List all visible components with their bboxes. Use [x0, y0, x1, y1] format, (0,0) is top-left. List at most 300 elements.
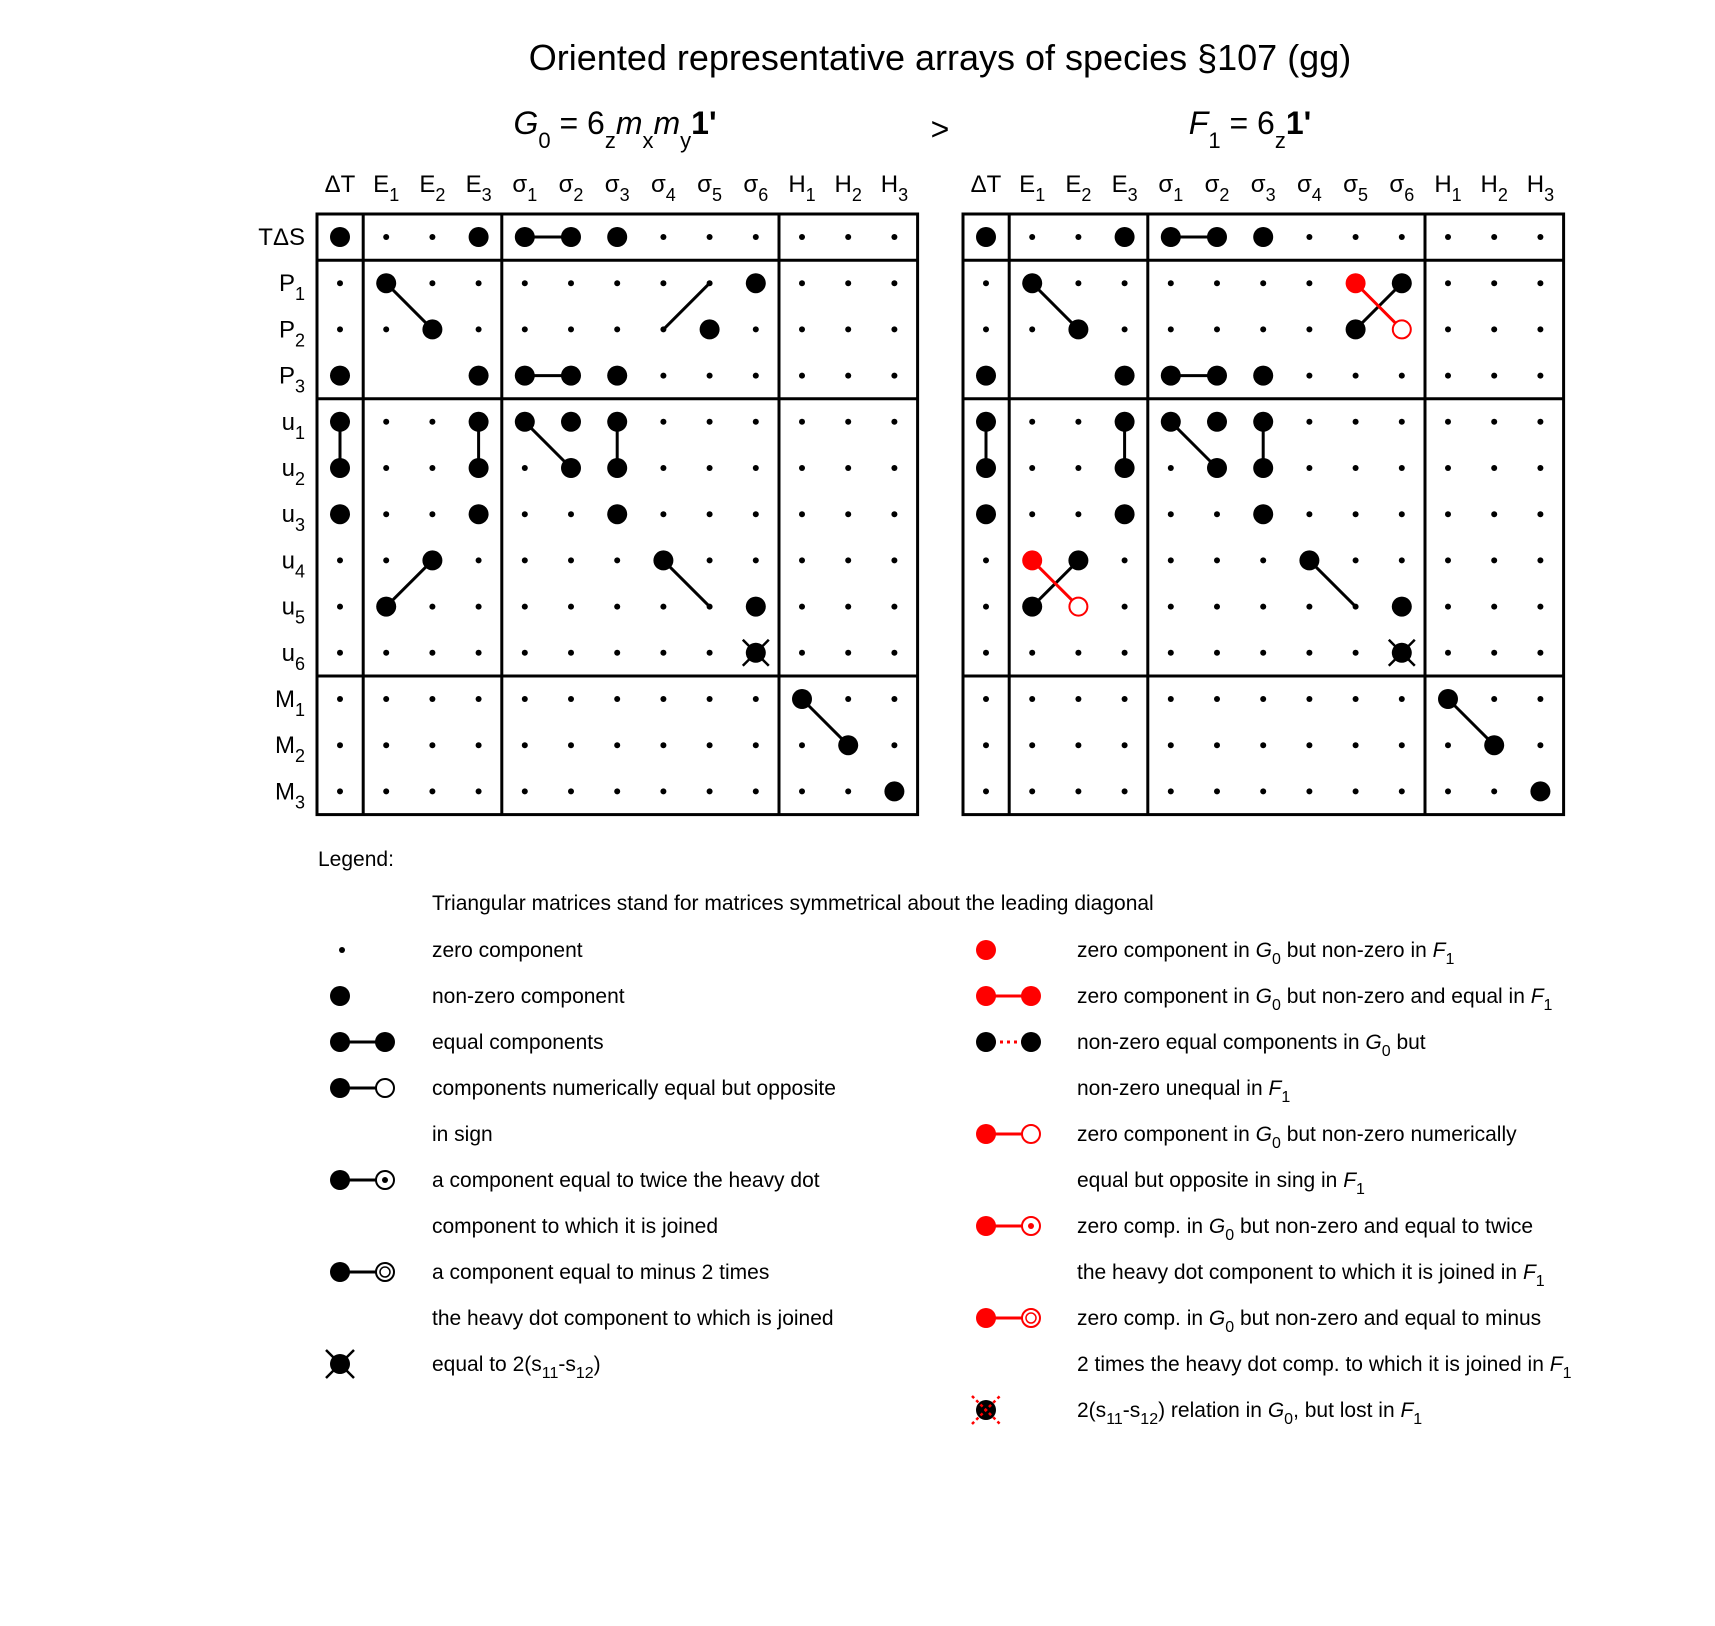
zero-dot	[707, 742, 713, 748]
zero-dot	[660, 511, 666, 517]
heavy-dot	[469, 412, 489, 432]
heavy-dot	[561, 227, 581, 247]
zero-dot	[753, 465, 759, 471]
zero-dot	[614, 788, 620, 794]
zero-dot	[1306, 650, 1312, 656]
legend-text: zero comp. in $G_0$ but non-zero and equal to minus	[1077, 1307, 1542, 1336]
row-header: $u_5$	[281, 593, 305, 628]
zero-dot	[1491, 511, 1497, 517]
zero-dot	[1122, 326, 1128, 332]
legend-heading: Legend:	[318, 848, 394, 871]
zero-dot	[845, 373, 851, 379]
zero-dot	[845, 557, 851, 563]
zero-dot	[891, 326, 897, 332]
zero-dot	[1214, 650, 1220, 656]
zero-dot	[1353, 557, 1359, 563]
heavy-dot	[976, 458, 996, 478]
legend-text: non-zero component	[432, 985, 625, 1008]
zero-dot	[1399, 234, 1405, 240]
zero-dot	[845, 511, 851, 517]
zero-dot	[476, 788, 482, 794]
zero-dot	[522, 465, 528, 471]
row-header: $u_3$	[281, 501, 305, 536]
zero-dot	[1445, 280, 1451, 286]
zero-dot	[707, 604, 713, 610]
heavy-dot	[469, 504, 489, 524]
zero-dot	[891, 280, 897, 286]
zero-dot	[1445, 604, 1451, 610]
zero-dot	[1214, 742, 1220, 748]
zero-dot	[1306, 788, 1312, 794]
column-header: $\sigma_4$	[1296, 171, 1322, 205]
zero-dot	[983, 604, 989, 610]
zero-dot	[799, 788, 805, 794]
legend-text: the heavy dot component to which it is joined in $F_1$	[1077, 1261, 1545, 1290]
heavy-dot	[1207, 227, 1227, 247]
zero-dot	[383, 326, 389, 332]
zero-dot	[614, 280, 620, 286]
heavy-dot	[1530, 781, 1550, 801]
zero-dot	[1491, 280, 1497, 286]
legend-text: zero component	[432, 939, 583, 962]
heavy-dot	[1253, 366, 1273, 386]
heavy-dot	[976, 412, 996, 432]
heavy-dot	[515, 227, 535, 247]
column-header: $\sigma_1$	[512, 171, 538, 205]
legend-text: a component equal to minus 2 times	[432, 1261, 770, 1284]
zero-dot	[845, 696, 851, 702]
legend-text: the heavy dot component to which is joined	[432, 1307, 834, 1330]
heavy-dot	[838, 735, 858, 755]
zero-dot	[1214, 604, 1220, 610]
legend-item	[972, 1396, 1422, 1428]
heavy-dot	[607, 227, 627, 247]
zero-dot	[1491, 557, 1497, 563]
zero-dot	[522, 280, 528, 286]
zero-dot	[1537, 604, 1543, 610]
zero-dot	[1399, 788, 1405, 794]
heavy-dot	[976, 227, 996, 247]
column-header: $\sigma_3$	[604, 171, 630, 205]
zero-dot	[476, 280, 482, 286]
zero-dot	[1445, 234, 1451, 240]
zero-dot	[429, 742, 435, 748]
zero-dot	[614, 557, 620, 563]
zero-dot	[799, 280, 805, 286]
heavy-dot	[561, 366, 581, 386]
zero-dot	[1122, 557, 1128, 563]
legend-item	[976, 985, 1553, 1014]
symbol-small-dot	[339, 947, 345, 953]
zero-dot	[1306, 604, 1312, 610]
legend-note: Triangular matrices stand for matrices symmetrical about the leading diagonal	[432, 892, 1154, 915]
zero-dot	[660, 604, 666, 610]
zero-dot	[1075, 465, 1081, 471]
zero-dot	[845, 465, 851, 471]
heavy-dot	[1115, 227, 1135, 247]
row-header: $P_2$	[278, 316, 305, 351]
zero-dot	[891, 604, 897, 610]
zero-dot	[1306, 326, 1312, 332]
heavy-dot	[1161, 366, 1181, 386]
zero-dot	[522, 511, 528, 517]
zero-dot	[1168, 696, 1174, 702]
zero-dot	[1029, 742, 1035, 748]
zero-dot	[1168, 465, 1174, 471]
heavy-dot	[1068, 550, 1088, 570]
row-header: $M_3$	[274, 778, 305, 813]
legend-text: in sign	[432, 1123, 493, 1146]
zero-dot	[983, 788, 989, 794]
comparison-symbol: >	[930, 111, 950, 147]
row-header: TΔS	[258, 224, 305, 251]
legend-left-column	[326, 939, 836, 1382]
zero-dot	[753, 234, 759, 240]
red-dot	[1346, 273, 1366, 293]
column-header: $H_1$	[1434, 171, 1462, 205]
legend-item	[330, 1031, 604, 1054]
zero-dot	[522, 742, 528, 748]
legend-text: equal to $2(s_{11}-s_{12})$	[432, 1353, 601, 1382]
legend-item	[976, 939, 1454, 968]
symbol-heavy-dot	[330, 986, 350, 1006]
symbol-centre-dot	[382, 1177, 388, 1183]
zero-dot	[1075, 280, 1081, 286]
zero-dot	[1306, 419, 1312, 425]
symbol-left-dot	[976, 1308, 996, 1328]
zero-dot	[383, 788, 389, 794]
zero-dot	[891, 511, 897, 517]
symbol-right-dot	[1021, 1032, 1041, 1052]
zero-dot	[1306, 234, 1312, 240]
heavy-dot	[1253, 504, 1273, 524]
zero-dot	[568, 280, 574, 286]
heavy-dot	[1253, 412, 1273, 432]
zero-dot	[1353, 373, 1359, 379]
heavy-dot	[330, 412, 350, 432]
zero-dot	[1537, 373, 1543, 379]
zero-dot	[891, 742, 897, 748]
zero-dot	[1168, 511, 1174, 517]
zero-dot	[799, 373, 805, 379]
zero-dot	[1214, 696, 1220, 702]
row-header: $u_2$	[281, 455, 305, 489]
zero-dot	[660, 280, 666, 286]
zero-dot	[753, 557, 759, 563]
column-header: $H_2$	[1480, 171, 1508, 205]
zero-dot	[799, 650, 805, 656]
zero-dot	[522, 696, 528, 702]
zero-dot	[1260, 650, 1266, 656]
zero-dot	[1029, 419, 1035, 425]
zero-dot	[1537, 234, 1543, 240]
zero-dot	[983, 280, 989, 286]
zero-dot	[1491, 696, 1497, 702]
zero-dot	[1029, 326, 1035, 332]
zero-dot	[1260, 696, 1266, 702]
zero-dot	[983, 326, 989, 332]
zero-dot	[614, 326, 620, 332]
zero-dot	[1353, 465, 1359, 471]
legend-text: 2 times the heavy dot comp. to which it is joined in $F_1$	[1077, 1353, 1572, 1382]
zero-dot	[1260, 557, 1266, 563]
zero-dot	[1537, 511, 1543, 517]
zero-dot	[660, 373, 666, 379]
symbol-open-dot	[376, 1079, 394, 1097]
zero-dot	[1214, 280, 1220, 286]
zero-dot	[1029, 650, 1035, 656]
zero-dot	[845, 419, 851, 425]
legend-text: zero component in $G_0$ but non-zero in $F_1$	[1077, 939, 1455, 968]
symbol-centre-dot	[1028, 1223, 1034, 1229]
heavy-dot	[469, 458, 489, 478]
legend-text: non-zero equal components in $G_0$ but	[1077, 1031, 1426, 1060]
zero-dot	[1029, 234, 1035, 240]
legend-text: $2(s_{11}-s_{12})$ relation in $G_0$, but lost in $F_1$	[1077, 1399, 1423, 1428]
zero-dot	[1445, 465, 1451, 471]
zero-dot	[799, 326, 805, 332]
zero-dot	[476, 650, 482, 656]
legend-item	[339, 939, 583, 962]
zero-dot	[753, 511, 759, 517]
zero-dot	[660, 465, 666, 471]
legend-item	[330, 1077, 836, 1146]
column-header: $H_3$	[1526, 171, 1555, 205]
zero-dot	[429, 280, 435, 286]
zero-dot	[983, 650, 989, 656]
zero-dot	[1537, 742, 1543, 748]
legend-item	[976, 1031, 1426, 1106]
column-header: $\sigma_6$	[1389, 171, 1415, 205]
legend-item	[976, 1215, 1545, 1290]
column-header: $\sigma_2$	[1204, 171, 1230, 205]
zero-dot	[660, 696, 666, 702]
zero-dot	[1353, 696, 1359, 702]
column-header: $\sigma_6$	[743, 171, 769, 205]
column-header: $\sigma_2$	[558, 171, 584, 205]
group-formula: $F_1 = 6_z1'$	[1188, 105, 1312, 153]
zero-dot	[753, 742, 759, 748]
zero-dot	[383, 557, 389, 563]
zero-dot	[707, 788, 713, 794]
zero-dot	[337, 788, 343, 794]
heavy-dot	[469, 366, 489, 386]
zero-dot	[660, 419, 666, 425]
column-header: $E_1$	[373, 171, 400, 205]
heavy-dot	[515, 412, 535, 432]
heavy-dot	[330, 504, 350, 524]
zero-dot	[568, 696, 574, 702]
zero-dot	[1353, 788, 1359, 794]
heavy-dot	[422, 550, 442, 570]
zero-dot	[1306, 465, 1312, 471]
zero-dot	[1075, 419, 1081, 425]
legend-item	[330, 1169, 820, 1238]
zero-dot	[1075, 234, 1081, 240]
zero-dot	[983, 742, 989, 748]
zero-dot	[1445, 419, 1451, 425]
zero-dot	[1537, 419, 1543, 425]
zero-dot	[522, 326, 528, 332]
zero-dot	[891, 650, 897, 656]
heavy-dot	[1392, 597, 1412, 617]
zero-dot	[753, 696, 759, 702]
zero-dot	[476, 326, 482, 332]
symbol-left-dot	[976, 1032, 996, 1052]
column-header: $H_3$	[880, 171, 909, 205]
zero-dot	[1537, 326, 1543, 332]
heavy-dot	[1253, 227, 1273, 247]
zero-dot	[707, 419, 713, 425]
zero-dot	[614, 742, 620, 748]
zero-dot	[1168, 742, 1174, 748]
row-header: $M_2$	[274, 732, 305, 767]
zero-dot	[383, 696, 389, 702]
zero-dot	[337, 650, 343, 656]
zero-dot	[568, 604, 574, 610]
zero-dot	[614, 650, 620, 656]
zero-dot	[1168, 557, 1174, 563]
legend-right-column	[972, 939, 1572, 1428]
legend-text: zero comp. in $G_0$ but non-zero and equal to twice	[1077, 1215, 1534, 1244]
legend-item	[976, 1123, 1517, 1198]
row-header: $P_1$	[278, 270, 305, 305]
zero-dot	[1445, 511, 1451, 517]
symbol-left-dot	[330, 1078, 350, 1098]
zero-dot	[1168, 280, 1174, 286]
matrix-f1	[963, 171, 1564, 815]
zero-dot	[891, 557, 897, 563]
zero-dot	[1075, 511, 1081, 517]
zero-dot	[1306, 511, 1312, 517]
zero-dot	[1214, 788, 1220, 794]
zero-dot	[845, 280, 851, 286]
zero-dot	[429, 650, 435, 656]
zero-dot	[1214, 511, 1220, 517]
column-header: $\sigma_4$	[650, 171, 676, 205]
legend-text: non-zero unequal in $F_1$	[1077, 1077, 1291, 1106]
heavy-dot	[330, 458, 350, 478]
zero-dot	[1353, 234, 1359, 240]
red-open-dot	[1393, 320, 1411, 338]
heavy-dot	[1161, 412, 1181, 432]
column-header: $H_1$	[788, 171, 816, 205]
heavy-dot	[884, 781, 904, 801]
zero-dot	[707, 557, 713, 563]
zero-dot	[753, 373, 759, 379]
zero-dot	[1306, 696, 1312, 702]
heavy-dot	[1022, 273, 1042, 293]
zero-dot	[1029, 788, 1035, 794]
zero-dot	[1537, 465, 1543, 471]
zero-dot	[799, 742, 805, 748]
zero-dot	[337, 696, 343, 702]
zero-dot	[1075, 696, 1081, 702]
zero-dot	[660, 742, 666, 748]
zero-dot	[1122, 650, 1128, 656]
legend-text: component to which it is joined	[432, 1215, 718, 1238]
zero-dot	[660, 788, 666, 794]
heavy-dot	[607, 412, 627, 432]
zero-dot	[522, 557, 528, 563]
zero-dot	[1353, 650, 1359, 656]
symbol-open-dot	[1022, 1309, 1040, 1327]
legend-text: zero component in $G_0$ but non-zero numerically	[1077, 1123, 1517, 1152]
zero-dot	[1491, 234, 1497, 240]
zero-dot	[1491, 326, 1497, 332]
zero-dot	[383, 650, 389, 656]
heavy-dot	[1115, 366, 1135, 386]
symbol-heavy-dot	[976, 940, 996, 960]
heavy-dot	[1438, 689, 1458, 709]
zero-dot	[1445, 742, 1451, 748]
zero-dot	[1537, 650, 1543, 656]
zero-dot	[845, 234, 851, 240]
column-header: $E_2$	[419, 171, 446, 205]
zero-dot	[845, 604, 851, 610]
symbol-left-dot	[330, 1170, 350, 1190]
zero-dot	[1122, 742, 1128, 748]
column-header: $\sigma_5$	[697, 171, 723, 205]
zero-dot	[1306, 742, 1312, 748]
zero-dot	[891, 465, 897, 471]
zero-dot	[707, 696, 713, 702]
zero-dot	[429, 465, 435, 471]
zero-dot	[707, 280, 713, 286]
column-header: ΔT	[324, 171, 356, 198]
zero-dot	[1122, 604, 1128, 610]
zero-dot	[1306, 373, 1312, 379]
group-formula: $G_0 = 6_zm_xm_y1'$	[513, 105, 717, 153]
zero-dot	[429, 511, 435, 517]
heavy-dot	[1115, 458, 1135, 478]
heavy-dot	[422, 319, 442, 339]
heavy-dot	[700, 319, 720, 339]
diagram-title: Oriented representative arrays of species §107 (gg)	[528, 37, 1352, 78]
heavy-dot	[561, 458, 581, 478]
symbol-left-dot	[976, 1124, 996, 1144]
zero-dot	[476, 696, 482, 702]
zero-dot	[660, 326, 666, 332]
zero-dot	[1445, 326, 1451, 332]
zero-dot	[1445, 650, 1451, 656]
heavy-dot	[1207, 366, 1227, 386]
zero-dot	[1168, 788, 1174, 794]
row-header: $u_1$	[281, 408, 305, 443]
zero-dot	[1075, 742, 1081, 748]
legend-text: zero component in $G_0$ but non-zero and equal in $F_1$	[1077, 985, 1553, 1014]
heavy-dot	[1068, 319, 1088, 339]
zero-dot	[429, 696, 435, 702]
right-group-label	[1189, 105, 1311, 153]
zero-dot	[429, 604, 435, 610]
zero-dot	[983, 557, 989, 563]
zero-dot	[1260, 280, 1266, 286]
zero-dot	[983, 696, 989, 702]
zero-dot	[429, 234, 435, 240]
symbol-left-dot	[330, 1262, 350, 1282]
legend-item	[330, 1261, 834, 1330]
zero-dot	[1537, 557, 1543, 563]
zero-dot	[1537, 280, 1543, 286]
left-group-label	[513, 105, 716, 153]
symbol-right-dot	[1021, 986, 1041, 1006]
zero-dot	[337, 742, 343, 748]
column-header: $E_3$	[465, 171, 492, 205]
zero-dot	[1122, 280, 1128, 286]
row-header: $M_1$	[274, 686, 305, 720]
zero-dot	[337, 604, 343, 610]
